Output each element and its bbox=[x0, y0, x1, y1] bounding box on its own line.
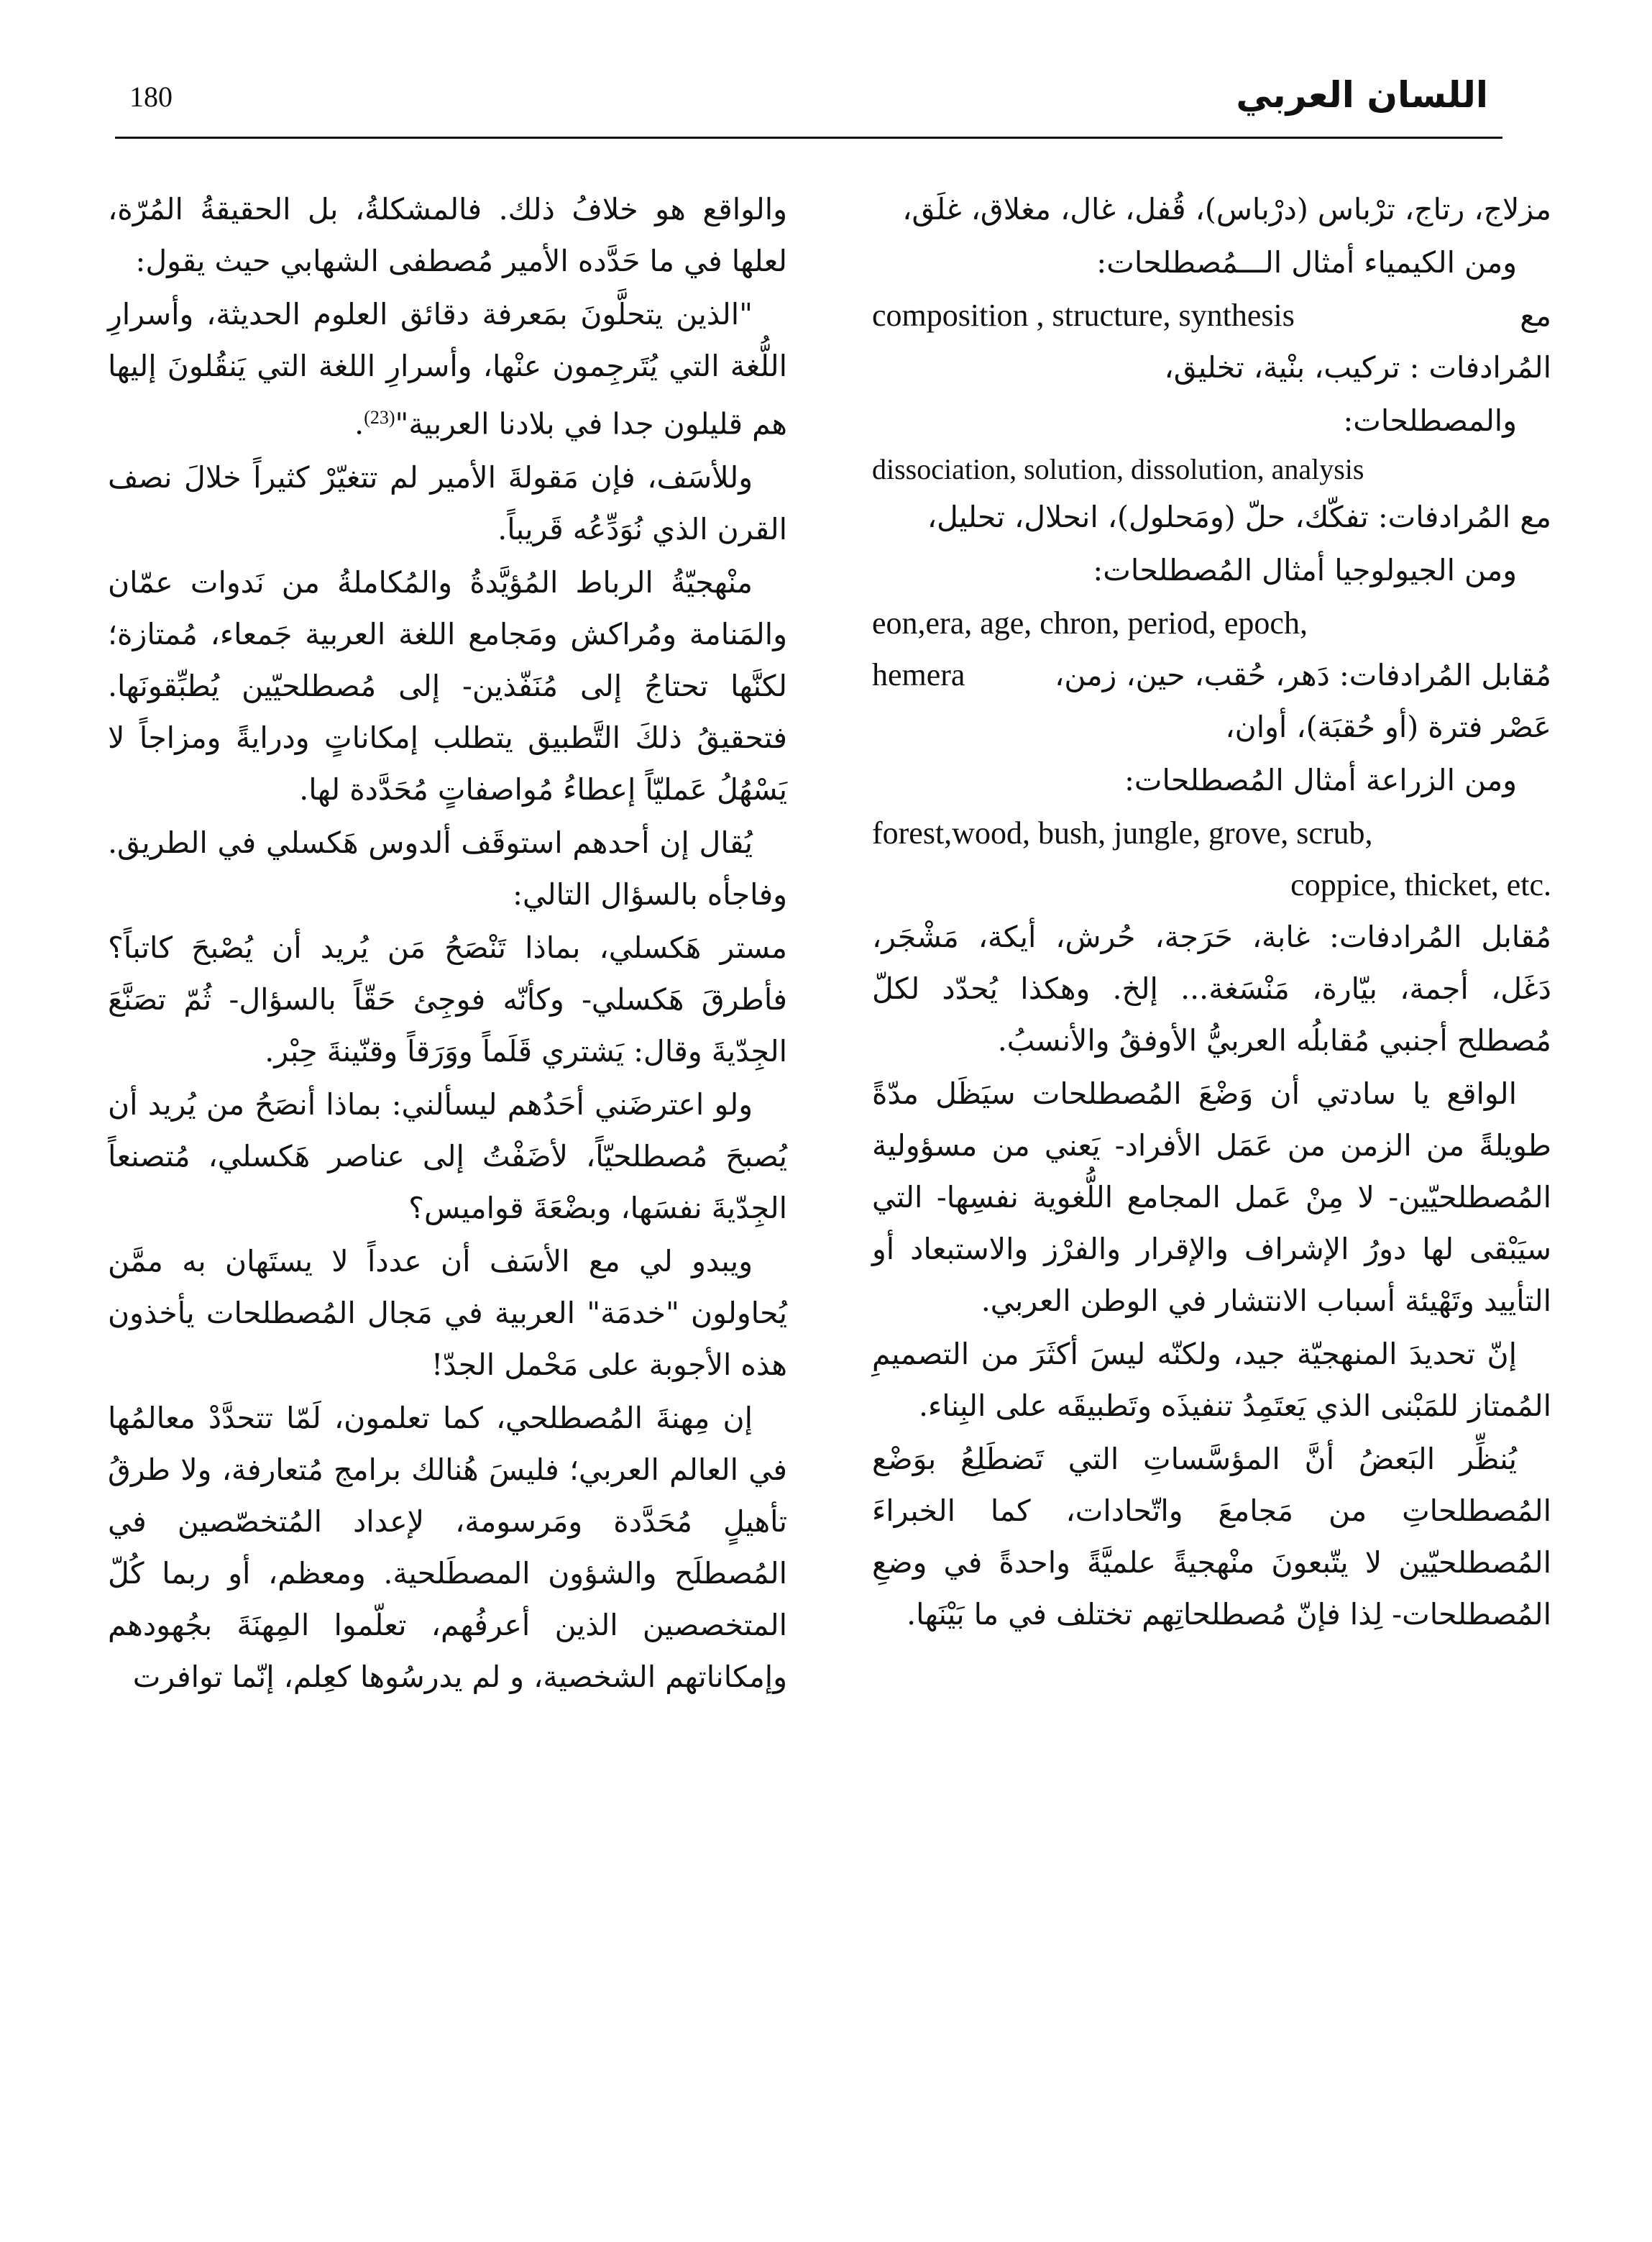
paragraph-rabat-methodology: منْهجيّةُ الرباط المُؤيَّدةُ والمُكاملةُ من نَدوات عمّان والمَنامة ومُراكش ومَجامع اللغة العربية جَمعاء، مُمتازة؛ لكنَّها تحتاجُ إلى مُنَفّذين- إلى مُصطلحيّين يُطبِّقونَها. فتحقيقُ ذلكَ التَّطبيق يتطلب إمكاناتٍ ودرايةً ومزاجاً لا يَسْهُلُ عَمليّاً إعطاءُ مُواصفاتٍ مُحَدَّدة لها. bbox=[108, 564, 787, 807]
geology-terms-en: eon,era, age, chron, period, epoch, bbox=[872, 605, 1308, 641]
agriculture-terms-en: forest,wood, bush, jungle, grove, scrub, bbox=[872, 815, 1373, 851]
header-rule bbox=[115, 137, 1502, 139]
page-number: 180 bbox=[129, 81, 173, 113]
journal-title: اللسان العربي bbox=[1236, 74, 1488, 116]
paragraph-locks: مزلاج، رتاج، ترْباس (درْباس)، قُفل، غال، مغلاق، غلَق، bbox=[902, 192, 1551, 227]
paragraph-terms-label: والمصطلحات: bbox=[1343, 403, 1517, 438]
paragraph-institutions: يُنظِّر البَعضُ أنَّ المؤسَّساتِ التي تَضطَلِعُ بوَضْع المُصطلحاتِ من مَجامعَ واتّحادات، كما الخبراءَ المُصطلحيّين لا يتّبعونَ منْهجيةً علميَّةً واحدةً في وضعِ المُصطلحات- لِذا فإنّ مُصطلحاتِهم تختلف في ما بَيْنَها. bbox=[872, 1442, 1551, 1632]
geology-synonyms: مُقابل المُرادفات: دَهر، حُقب، حين، زمن، bbox=[1055, 658, 1551, 692]
paragraph-quote bbox=[108, 288, 787, 450]
chemistry-terms-en: composition , structure, synthesis bbox=[872, 298, 1295, 333]
chemistry-terms-line bbox=[872, 290, 1551, 342]
paragraph-huxley-dialogue: مستر هَكسلي، بماذا تَنْصَحُ مَن يُريد أن يُصْبحَ كاتباً؟ فأطرقَ هَكسلي- وكأنّه فوجِئ حَقّاً بالسؤال- ثُمّ تصَنَّعَ الجِدّيةَ وقال: يَشتري قَلَماً ووَرَقاً وقنّينةَ حِبْر. bbox=[108, 930, 787, 1069]
footnote-ref: (23) bbox=[364, 407, 395, 428]
paragraph-terms-individuals: الواقع يا سادتي أن وَضْعَ المُصطلحات سيَظَل مدّةً طويلةً من الزمن من عَمَل الأفراد- يَعني من مسؤولية المُصطلحيّين- لا مِنْ عَمل المجامع اللُّغوية نفسِها- التي سيَبْقى لها دورُ الإشراف والإقرار والفرْز والاستبعاد أو التأييد وتَهْيئة أسباب الانتشار في الوطن العربي. bbox=[872, 1076, 1551, 1318]
quote-text: "الذين يتحلَّونَ بمَعرفة دقائق العلوم الحديثة، وأسرارِ اللُّغة التي يُتَرجِمون عنْها، وأسرارِ اللغة التي يَنقُلونَ إليها هم قليلون جدا في بلادنا العربية" bbox=[108, 297, 787, 441]
paragraph-profession: إن مِهنةَ المُصطلحي، كما تعلمون، لَمّا تتحدَّدْ معالمُها في العالم العربي؛ فليسَ هُنالك برامج مُتعارفة، ولا طرقُ تأهيلٍ مُحَدَّدة ومَرسومة، لإعداد المُتخصّصين في المُصطلَح والشؤون المصطَلحية. ومعظم، أو ربما كُلّ المتخصصين الذين أعرفُهم، تعلّموا المِهنَةَ بجُهودهم وإمكاناتهم الشخصية، و لم يدرسُوها كعِلم، إنّما توافرت bbox=[108, 1400, 787, 1694]
paragraph-seriously: ويبدو لي مع الأسَف أن عدداً لا يستَهان به ممَّن يُحاولون "خدمَة" العربية في مَجال المُصطلحات يأخذون هذه الأجوبة على مَحْمل الجدّ! bbox=[108, 1243, 787, 1382]
paragraph-huxley-anecdote: يُقال إن أحدهم استوقَف ألدوس هَكسلي في الطريق. وفاجأه بالسؤال التالي: bbox=[108, 825, 787, 912]
geology-synonyms-line bbox=[872, 649, 1551, 701]
paragraph-reality: والواقع هو خلافُ ذلك. فالمشكلةُ، بل الحقيقةُ المُرّة، لعلها في ما حَدَّده الأمير مُصطفى الشهابي حيث يقول: bbox=[108, 192, 787, 278]
page-header bbox=[115, 68, 1502, 133]
paragraph-unfortunately: وللأسَف، فإن مَقولةَ الأمير لم تتغيّرْ كثيراً خلالَ نصف القرن الذي نُوَدِّعُه قَريباً. bbox=[108, 459, 787, 546]
chemistry-with-label: مع bbox=[1520, 298, 1551, 333]
left-column bbox=[108, 183, 787, 1704]
chemistry-synonyms: المُرادفات : تركيب، بنْية، تخليق، bbox=[1164, 350, 1551, 385]
chemistry-terms-en-2: dissociation, solution, dissolution, analysis bbox=[872, 453, 1364, 485]
agriculture-terms-en-2: coppice, thicket, etc. bbox=[1290, 867, 1551, 902]
geology-term-hemera: hemera bbox=[872, 657, 965, 692]
agriculture-synonyms: مُقابل المُرادفات: غابة، حَرَجة، حُرش، أيكة، مَشْجَر، دَغَل، أجمة، بيّارة، مَنْسَغة... إلخ. وهكذا يُحدّد لكلّ مُصطلح أجنبي مُقابلُه العربيُّ الأوفقُ والأنسبُ. bbox=[872, 920, 1551, 1058]
paragraph-chemistry-intro: ومن الكيمياء أمثال الـــمُصطلحات: bbox=[1096, 245, 1517, 280]
right-column bbox=[872, 183, 1551, 1642]
geology-synonyms-2: عَصْر فترة (أو حُقبَة)، أوان، bbox=[1225, 710, 1551, 744]
paragraph-agriculture-intro: ومن الزراعة أمثال المُصطلحات: bbox=[1124, 763, 1517, 797]
paragraph-methodology: إنّ تحديدَ المنهجيّة جيد، ولكنّه ليسَ أكثَرَ من التصميمِ المُمتاز للمَبْنى الذي يَعتَمِدُ تنفيذَه وتَطبيقَه على البِناء. bbox=[872, 1337, 1551, 1423]
quote-end: . bbox=[354, 406, 364, 441]
paragraph-geology-intro: ومن الجيولوجيا أمثال المُصطلحات: bbox=[1093, 553, 1517, 587]
chemistry-synonyms-2: مع المُرادفات: تفكّك، حلّ (ومَحلول)، انحلال، تحليل، bbox=[927, 500, 1551, 534]
paragraph-terminologist-advice: ولو اعترضَني أحَدُهم ليسألني: بماذا أنصَحُ من يُريد أن يُصبحَ مُصطلحيّاً، لأضَفْتُ إلى عناصر هَكسلي، مُتصنعاً الجِدّيةَ نفسَها، وبضْعَةَ قواميس؟ bbox=[108, 1086, 787, 1225]
